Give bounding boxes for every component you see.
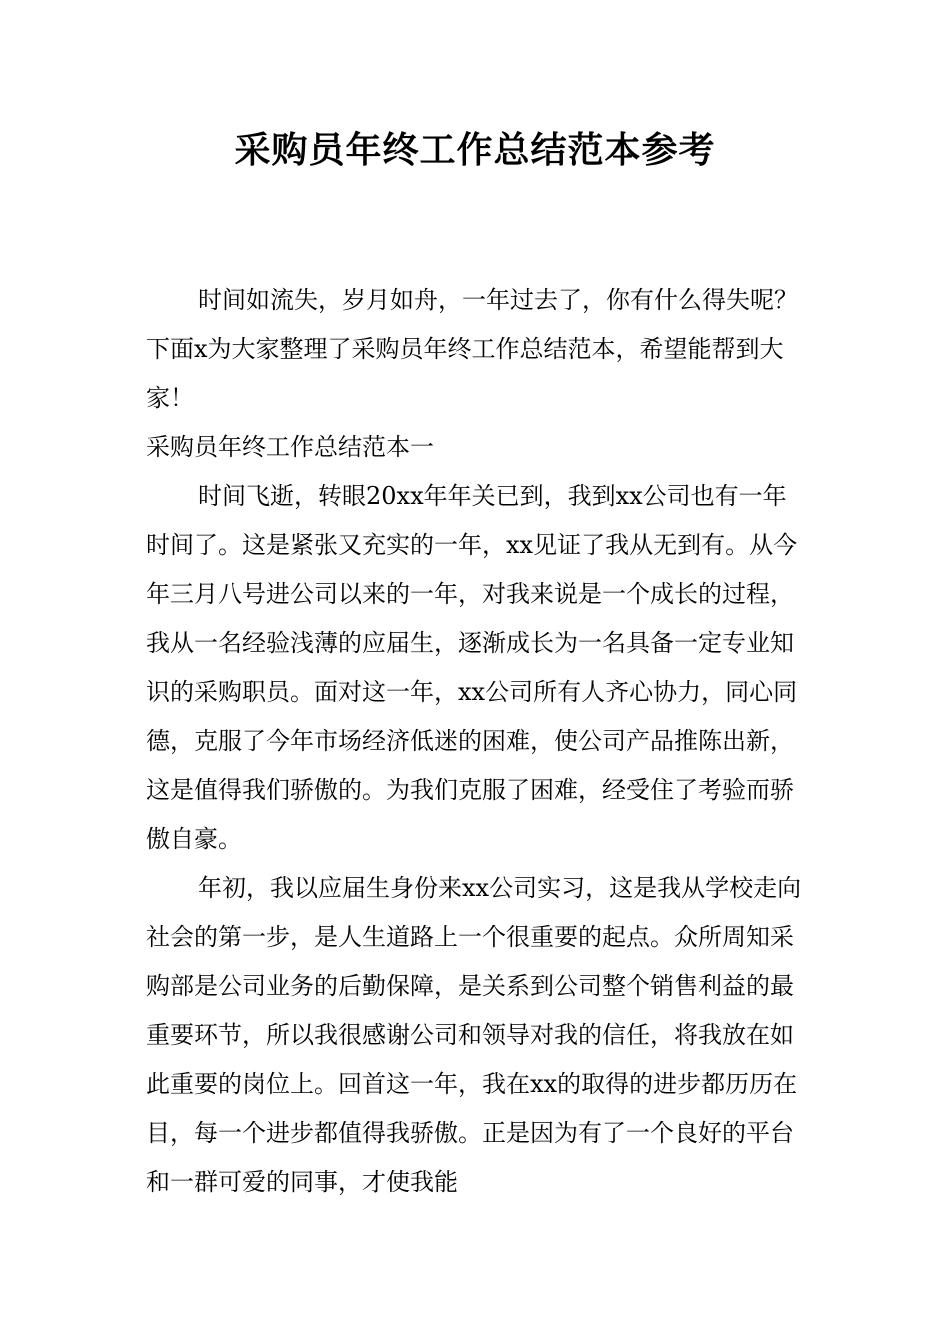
body-paragraph-1: 时间飞逝，转眼20xx年年关已到，我到xx公司也有一年时间了。这是紧张又充实的一年，xx见证了我从无到有。从今年三月八号进公司以来的一年，对我来说是一个成长的过程，我从一名经验浅薄的应届生，逐渐成长为一名具备一定专业知识的采购职员。面对这一年，xx公司所有人齐心协力，同心同德，克服了今年市场经济低迷的困难，使公司产品推陈出新，这是值得我们骄傲的。为我们克服了困难，经受住了考验而骄傲自豪。 xyxy=(146,482,798,853)
body-paragraph-2: 年初，我以应届生身份来xx公司实习，这是我从学校走向社会的第一步，是人生道路上一个很重要的起点。众所周知采购部是公司业务的后勤保障，是关系到公司整个销售利益的最重要环节，所以我很感谢公司和领导对我的信任，将我放在如此重要的岗位上。回首这一年，我在xx的取得的进步都历历在目，每一个进步都值得我骄傲。正是因为有了一个良好的平台和一群可爱的同事，才使我能 xyxy=(146,874,802,1196)
section-heading: 采购员年终工作总结范本一 xyxy=(146,433,434,461)
intro-paragraph: 时间如流失，岁月如舟，一年过去了，你有什么得失呢？下面x为大家整理了采购员年终工作总结范本，希望能帮到大家！ xyxy=(146,286,798,412)
document-title: 采购员年终工作总结范本参考 xyxy=(234,130,716,171)
document-body xyxy=(146,276,806,1207)
